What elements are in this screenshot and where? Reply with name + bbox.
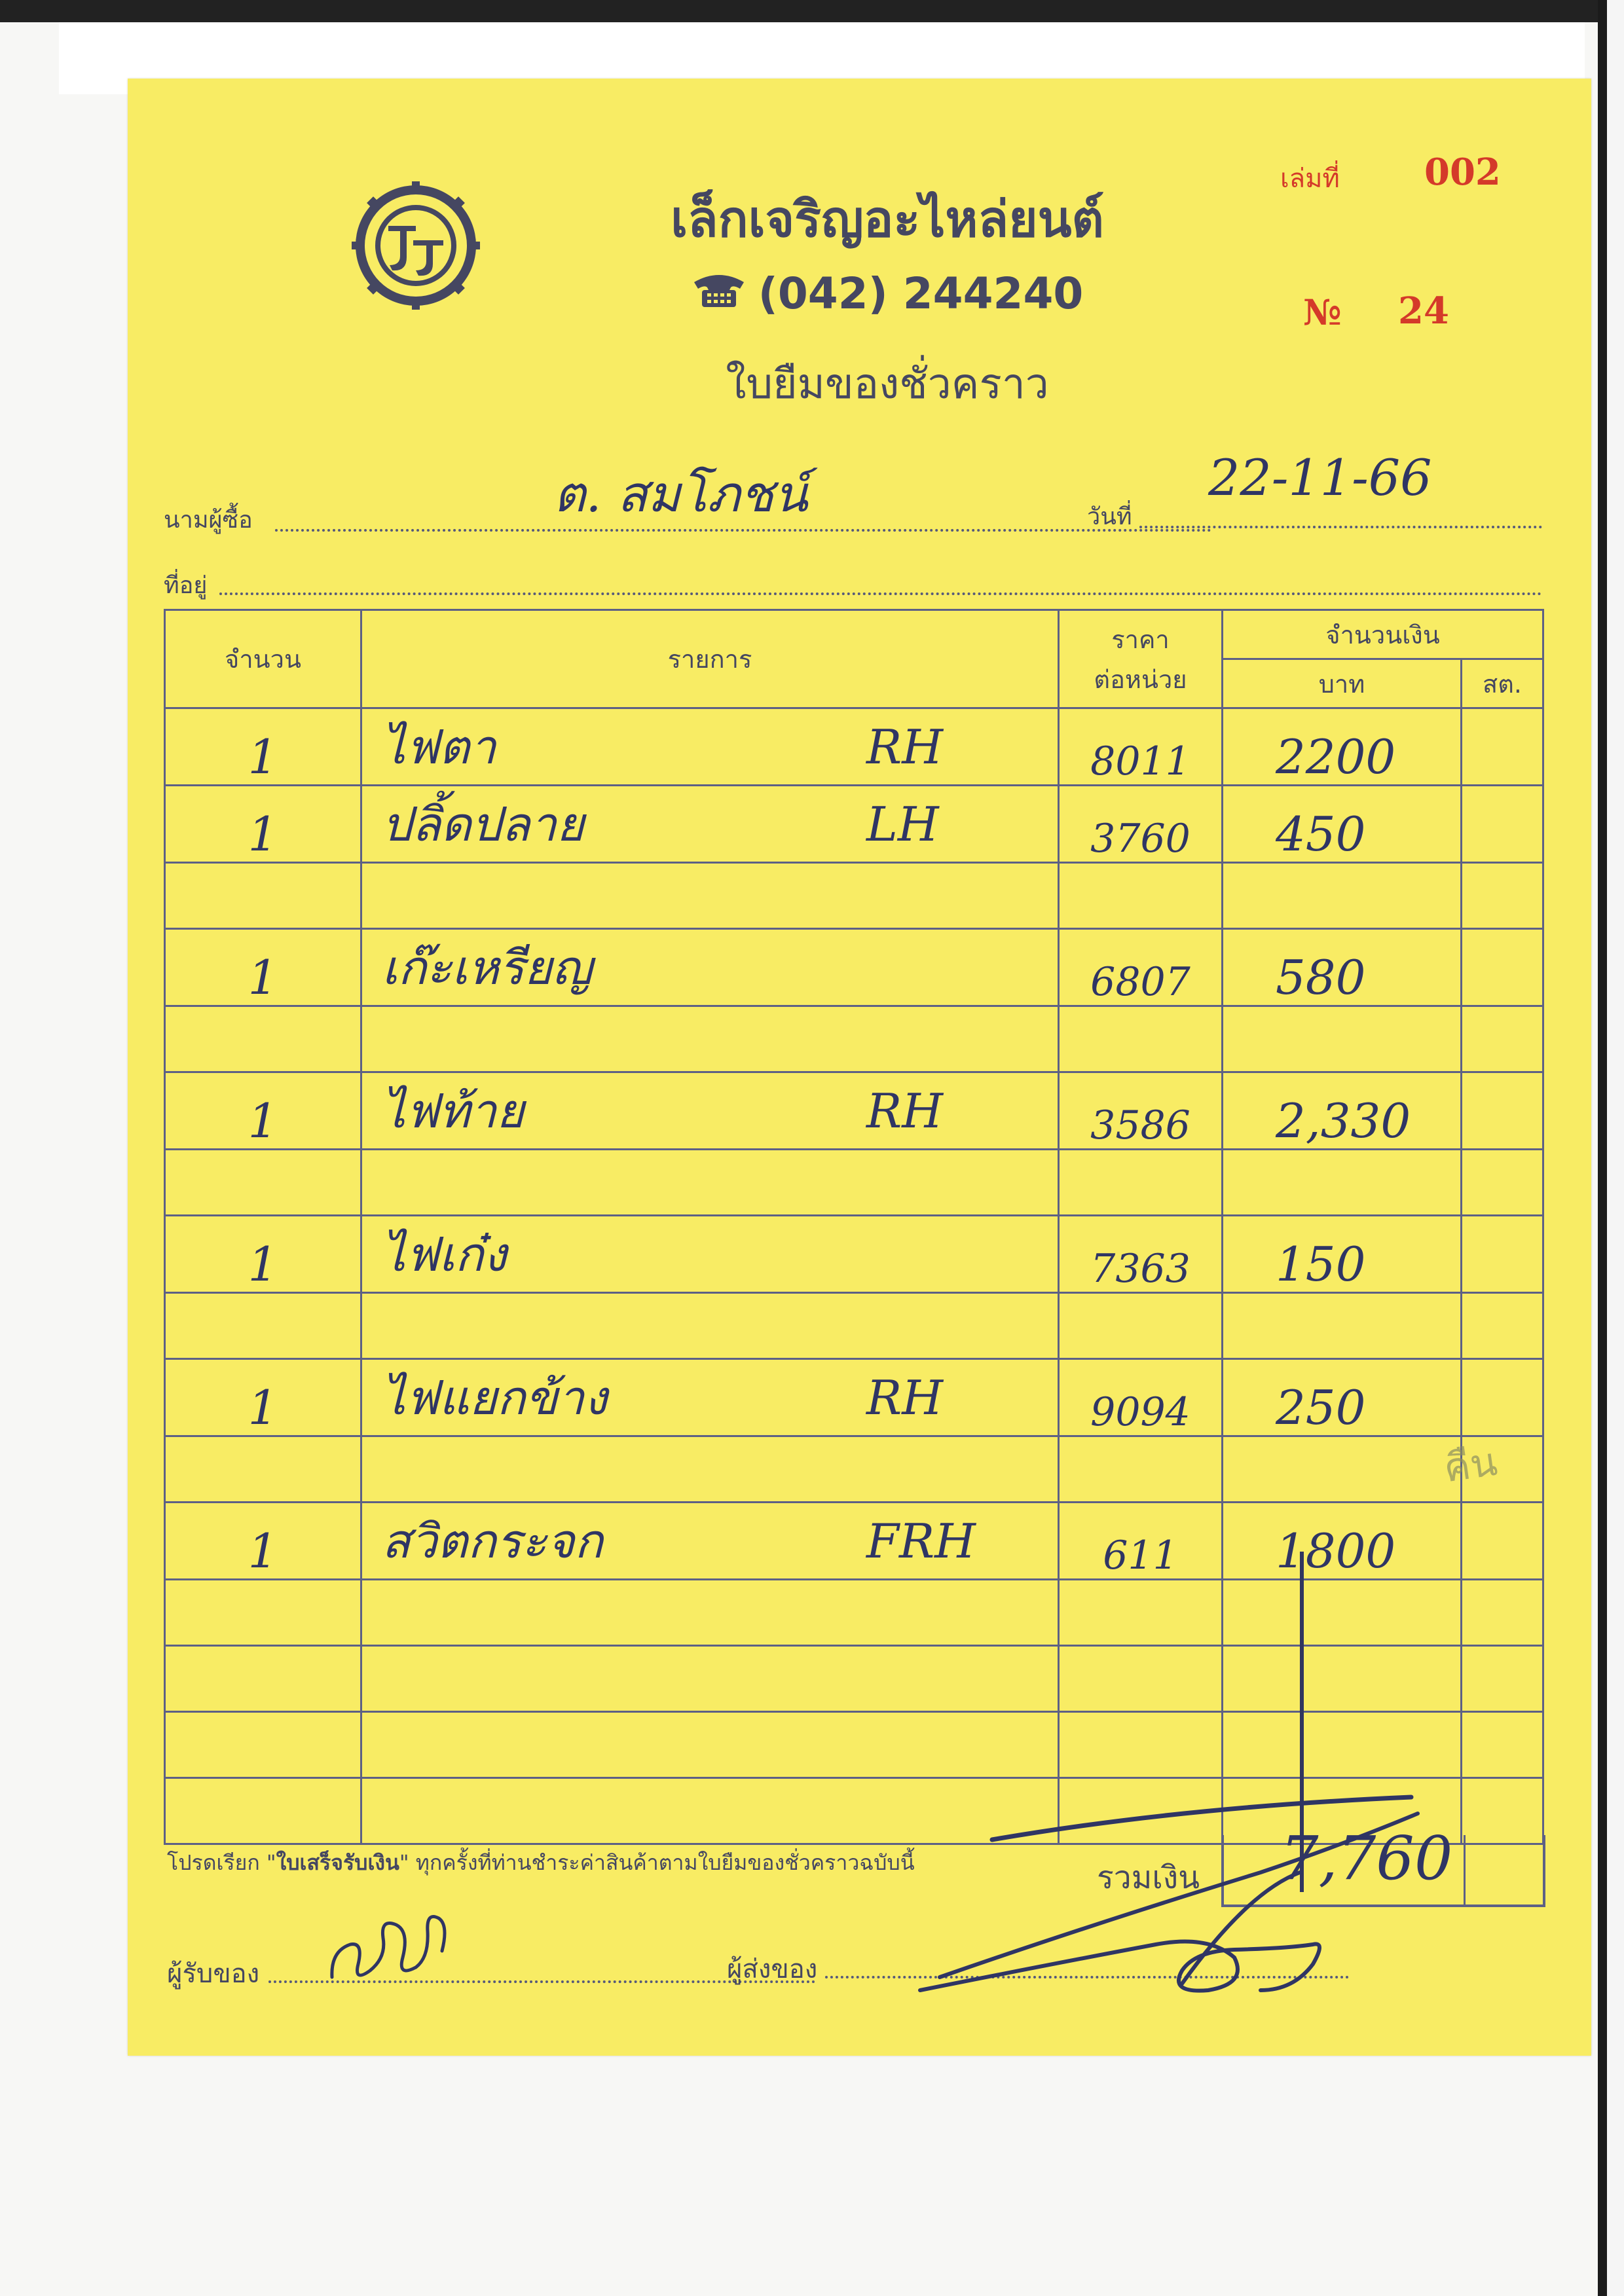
qty-cell <box>165 1150 361 1216</box>
item-name: เก๊ะเหรียญ <box>382 940 593 995</box>
table-row <box>165 1580 1543 1646</box>
item-side: RH <box>866 1084 943 1139</box>
amount-cell: 2,330 <box>1223 1072 1462 1150</box>
satang-cell <box>1462 786 1543 863</box>
amount-cell <box>1223 863 1462 929</box>
qty-cell: 1 <box>165 1503 361 1580</box>
satang-cell <box>1462 1150 1543 1216</box>
item-cell <box>361 1436 1059 1503</box>
satang-cell <box>1462 708 1543 786</box>
item-cell <box>361 1072 1059 1150</box>
qty-cell: 1 <box>165 708 361 786</box>
satang-cell <box>1462 863 1543 929</box>
item-cell <box>361 1646 1059 1712</box>
unit-cell: 6807 <box>1059 929 1223 1006</box>
qty-cell: 1 <box>165 1216 361 1293</box>
unit-cell: 7363 <box>1059 1216 1223 1293</box>
item-cell <box>361 1150 1059 1216</box>
qty-cell <box>165 1778 361 1844</box>
satang-cell <box>1462 1359 1543 1436</box>
qty-cell: 1 <box>165 1359 361 1436</box>
document-title: ใบยืมของชั่วคราว <box>726 360 1049 409</box>
satang-cell <box>1462 1293 1543 1359</box>
satang-cell <box>1462 1778 1543 1844</box>
item-name: ไฟตา <box>382 720 496 774</box>
amount-cell: 250 <box>1223 1359 1462 1436</box>
handwritten-side-note: คืน <box>1441 1438 1500 1492</box>
unit-price-header <box>1059 610 1223 708</box>
amount-cell <box>1223 1436 1462 1503</box>
item-cell <box>361 1006 1059 1072</box>
item-side: LH <box>866 797 939 852</box>
total-amount: 7,760 <box>1280 1823 1453 1893</box>
amount-cell <box>1223 1646 1462 1712</box>
item-cell <box>361 1712 1059 1778</box>
qty-header: จำนวน <box>165 610 361 708</box>
unit-cell <box>1059 1646 1223 1712</box>
item-name: ปลิ้ดปลาย <box>382 797 585 852</box>
telephone-icon <box>692 268 747 319</box>
amount-header: จำนวนเงิน <box>1223 610 1543 659</box>
table-row <box>165 1150 1543 1216</box>
item-header: รายการ <box>361 610 1059 708</box>
receipt-sheet <box>128 79 1591 2056</box>
qty-cell <box>165 1646 361 1712</box>
items-table <box>164 609 1544 1845</box>
unit-cell <box>1059 1712 1223 1778</box>
table-row <box>165 1712 1543 1778</box>
unit-cell <box>1059 1006 1223 1072</box>
book-number: 002 <box>1424 151 1501 194</box>
company-name: เล็กเจริญอะไหล่ยนต์ <box>671 190 1104 248</box>
receipt-number: 24 <box>1398 289 1449 333</box>
qty-cell: 1 <box>165 929 361 1006</box>
phone-line <box>625 268 1149 319</box>
table-row <box>165 1436 1543 1503</box>
phone-number: (042) 244240 <box>758 268 1084 319</box>
footer-note-prefix: โปรดเรียก " <box>167 1850 276 1875</box>
table-row <box>165 863 1543 929</box>
item-cell <box>361 1216 1059 1293</box>
buyer-name: ต. สมโภชน์ <box>553 465 808 523</box>
amount-cell <box>1223 1293 1462 1359</box>
satang-header: สต. <box>1462 659 1543 708</box>
table-row <box>165 1006 1543 1072</box>
amount-cell: 580 <box>1223 929 1462 1006</box>
unit-cell: 611 <box>1059 1503 1223 1580</box>
amount-cell <box>1223 1006 1462 1072</box>
amount-cell: 1800 <box>1223 1503 1462 1580</box>
unit-price-header-line2: ต่อหน่วย <box>1094 665 1187 694</box>
table-row <box>165 1646 1543 1712</box>
date-value: 22-11-66 <box>1208 448 1432 507</box>
baht-header: บาท <box>1223 659 1462 708</box>
item-name: ไฟเก๋ง <box>382 1227 507 1282</box>
qty-cell <box>165 1293 361 1359</box>
address-label: ที่อยู่ <box>164 572 208 599</box>
receiver-signature <box>324 1905 455 1990</box>
sender-label: ผู้ส่งของ <box>727 1954 818 1984</box>
qty-cell: 1 <box>165 1072 361 1150</box>
unit-cell: 9094 <box>1059 1359 1223 1436</box>
qty-cell <box>165 1580 361 1646</box>
number-label: № <box>1303 291 1342 333</box>
unit-price-header-line1: ราคา <box>1111 625 1170 654</box>
qty-cell <box>165 1712 361 1778</box>
satang-cell <box>1462 1580 1543 1646</box>
qty-cell <box>165 863 361 929</box>
unit-cell <box>1059 1293 1223 1359</box>
item-side: FRH <box>866 1514 976 1569</box>
date-dotted-line <box>1139 526 1542 528</box>
item-cell <box>361 863 1059 929</box>
table-row <box>165 929 1543 1006</box>
item-side: RH <box>866 1370 943 1425</box>
table-row <box>165 1503 1543 1580</box>
item-cell <box>361 786 1059 863</box>
book-label: เล่มที่ <box>1280 164 1340 194</box>
satang-cell <box>1462 1712 1543 1778</box>
amount-cell <box>1223 1580 1462 1646</box>
sender-signature <box>841 1794 1444 2016</box>
table-row <box>165 1293 1543 1359</box>
amount-cell <box>1223 1712 1462 1778</box>
amount-cell <box>1223 1150 1462 1216</box>
satang-cell <box>1462 1216 1543 1293</box>
qty-cell <box>165 1436 361 1503</box>
satang-cell <box>1462 1646 1543 1712</box>
satang-cell <box>1462 1503 1543 1580</box>
table-row <box>165 1359 1543 1436</box>
footer-note-bold: ใบเสร็จรับเงิน <box>276 1850 399 1875</box>
unit-cell <box>1059 863 1223 929</box>
item-cell <box>361 1580 1059 1646</box>
item-name: ไฟแยกข้าง <box>382 1370 608 1425</box>
item-cell <box>361 1503 1059 1580</box>
unit-cell <box>1059 1150 1223 1216</box>
scan-edge-top <box>0 0 1598 22</box>
footer-note <box>167 1846 915 1880</box>
unit-cell <box>1059 1580 1223 1646</box>
item-cell <box>361 708 1059 786</box>
address-dotted-line <box>219 592 1542 595</box>
qty-cell: 1 <box>165 786 361 863</box>
total-label: รวมเงิน <box>1097 1859 1200 1896</box>
company-logo-icon <box>350 180 481 311</box>
item-side: RH <box>866 720 943 774</box>
footer-note-suffix: " ทุกครั้งที่ท่านชำระค่าสินค้าตามใบยืมของชั่วคราวฉบับนี้ <box>399 1850 915 1875</box>
item-name: สวิตกระจก <box>382 1514 603 1569</box>
date-label: วันที่ <box>1087 503 1132 530</box>
unit-cell: 3760 <box>1059 786 1223 863</box>
receiver-label: ผู้รับของ <box>167 1959 260 1989</box>
unit-cell: 3586 <box>1059 1072 1223 1150</box>
satang-cell <box>1462 1006 1543 1072</box>
unit-cell <box>1059 1436 1223 1503</box>
table-row <box>165 708 1543 786</box>
item-cell <box>361 929 1059 1006</box>
table-row <box>165 1072 1543 1150</box>
table-row <box>165 786 1543 863</box>
unit-cell: 8011 <box>1059 708 1223 786</box>
qty-cell <box>165 1006 361 1072</box>
amount-cell: 150 <box>1223 1216 1462 1293</box>
satang-cell <box>1462 1072 1543 1150</box>
amount-cell: 2200 <box>1223 708 1462 786</box>
satang-cell <box>1462 929 1543 1006</box>
amount-cell: 450 <box>1223 786 1462 863</box>
buyer-label: นามผู้ซื้อ <box>164 507 253 534</box>
item-name: ไฟท้าย <box>382 1084 525 1139</box>
item-cell <box>361 1293 1059 1359</box>
scan-edge-right <box>1598 0 1624 2296</box>
item-cell <box>361 1359 1059 1436</box>
table-row <box>165 1216 1543 1293</box>
total-box-divider <box>1464 1835 1466 1907</box>
